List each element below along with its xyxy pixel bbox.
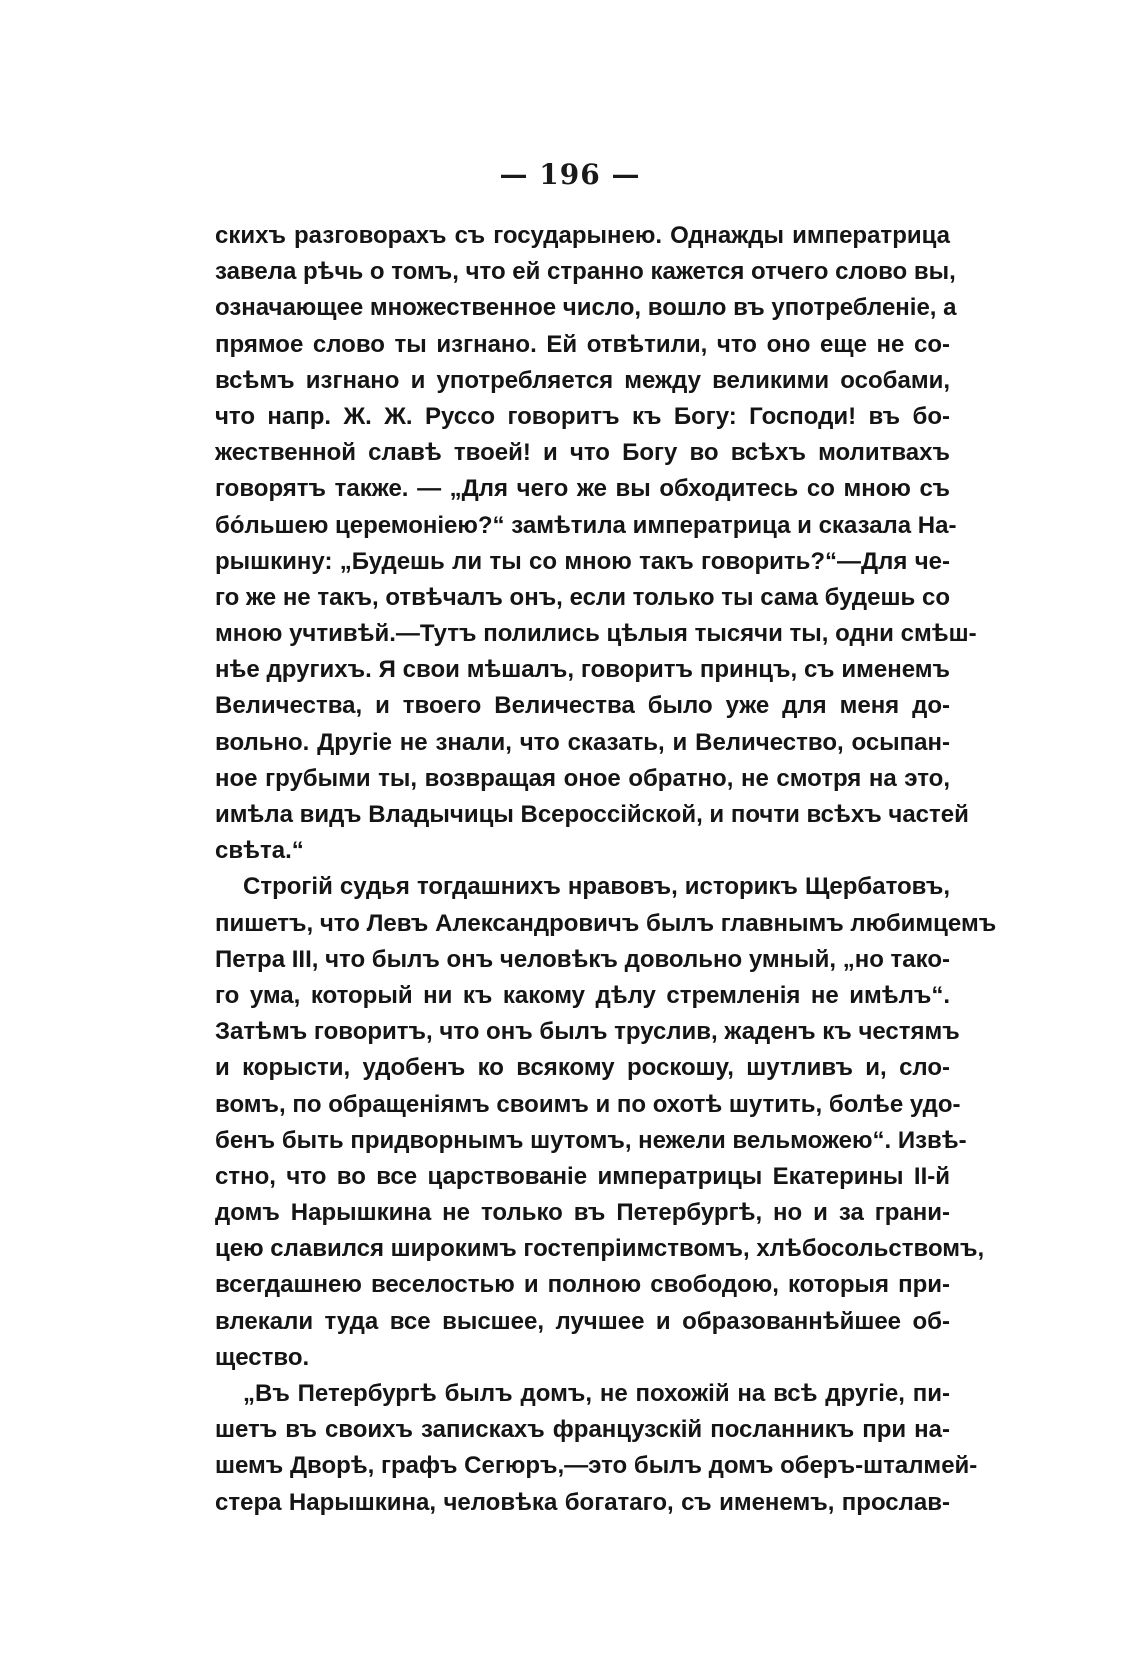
- text-line: говорятъ также. — „Для чего же вы обходитесь со мною съ: [215, 475, 950, 503]
- text-line: шетъ въ своихъ запискахъ французскій посланникъ при на-: [215, 1416, 950, 1444]
- text-line: означающее множественное число, вошло въ употребленіе, а: [215, 294, 957, 322]
- text-line: влекали туда все высшее, лучшее и образованнѣйшее об-: [215, 1307, 950, 1335]
- text-line: бенъ быть придворнымъ шутомъ, нежели вельможею“. Извѣ-: [215, 1126, 967, 1154]
- text-line: пишетъ, что Левъ Александровичъ былъ главнымъ любимцемъ: [215, 909, 997, 937]
- text-line: Величества, и твоего Величества было уже для меня до-: [215, 692, 950, 720]
- text-line: стно, что во все царствованіе императрицы Екатерины II-й: [215, 1162, 950, 1190]
- text-line: щество.: [215, 1343, 310, 1371]
- text-line: и корысти, удобенъ ко всякому роскошу, шутливъ и, сло-: [215, 1054, 950, 1082]
- text-line: свѣта.“: [215, 837, 304, 865]
- text-line: нѣе другихъ. Я свои мѣшалъ, говоритъ принцъ, съ именемъ: [215, 656, 950, 684]
- text-line: вомъ, по обращеніямъ своимъ и по охотѣ шутить, болѣе удо-: [215, 1090, 961, 1118]
- text-line: прямое слово ты изгнано. Ей отвѣтили, что оно еще не со-: [215, 330, 950, 358]
- text-line: Петра III, что былъ онъ человѣкъ довольно умный, „но тако-: [215, 945, 950, 973]
- text-line: Затѣмъ говоритъ, что онъ былъ труслив, жаденъ къ честямъ: [215, 1018, 960, 1046]
- text-line: мною учтивѣй.—Тутъ полились цѣлыя тысячи ты, одни смѣш-: [215, 620, 977, 648]
- text-line: Строгій судья тогдашнихъ нравовъ, историкъ Щербатовъ,: [243, 873, 950, 901]
- text-line: го ума, который ни къ какому дѣлу стремленія не имѣлъ“.: [215, 981, 950, 1009]
- text-line: ное грубыми ты, возвращая оное обратно, не смотря на это,: [215, 764, 950, 792]
- text-line: имѣла видъ Владычицы Всероссійской, и почти всѣхъ частей: [215, 801, 969, 828]
- text-line: жественной славѣ твоей! и что Богу во всѣхъ молитвахъ: [215, 439, 950, 467]
- text-line: цею славился широкимъ гостепріимствомъ, хлѣбосольствомъ,: [215, 1235, 985, 1263]
- paragraph-1: [215, 218, 977, 869]
- paragraph-3: [215, 1376, 978, 1521]
- text-line: вольно. Другіе не знали, что сказать, и Величество, осыпан-: [215, 728, 950, 756]
- text-line: го же не такъ, отвѣчалъ онъ, если только ты сама будешь со: [215, 583, 950, 611]
- text-line: всегдашнею веселостью и полною свободою, которыя при-: [215, 1271, 950, 1299]
- text-line: „Въ Петербургѣ былъ домъ, не похожій на всѣ другіе, пи-: [243, 1380, 950, 1407]
- text-line: рышкину: „Будешь ли ты со мною такъ говорить?“—Для че-: [215, 547, 950, 575]
- paragraph-2: [215, 869, 997, 1376]
- text-line: бо́льшею церемоніею?“ замѣтила императрица и сказала На-: [215, 511, 957, 539]
- text-line: домъ Нарышкина не только въ Петербургѣ, но и за грани-: [215, 1199, 950, 1227]
- text-line: что напр. Ж. Ж. Руссо говоритъ къ Богу: Господи! въ бо-: [215, 402, 950, 430]
- text-line: шемъ Дворѣ, графъ Сегюръ,—это былъ домъ оберъ-шталмей-: [215, 1452, 978, 1480]
- page-number: — 196 —: [499, 158, 641, 191]
- body-text: [215, 218, 997, 1521]
- text-line: всѣмъ изгнано и употребляется между великими особами,: [215, 366, 950, 394]
- text-line: скихъ разговорахъ съ государынею. Однажды императрица: [215, 222, 950, 249]
- text-line: стера Нарышкина, человѣка богатаго, съ именемъ, прослав-: [215, 1488, 950, 1516]
- text-line: завела рѣчь о томъ, что ей странно кажется отчего слово вы,: [215, 258, 956, 286]
